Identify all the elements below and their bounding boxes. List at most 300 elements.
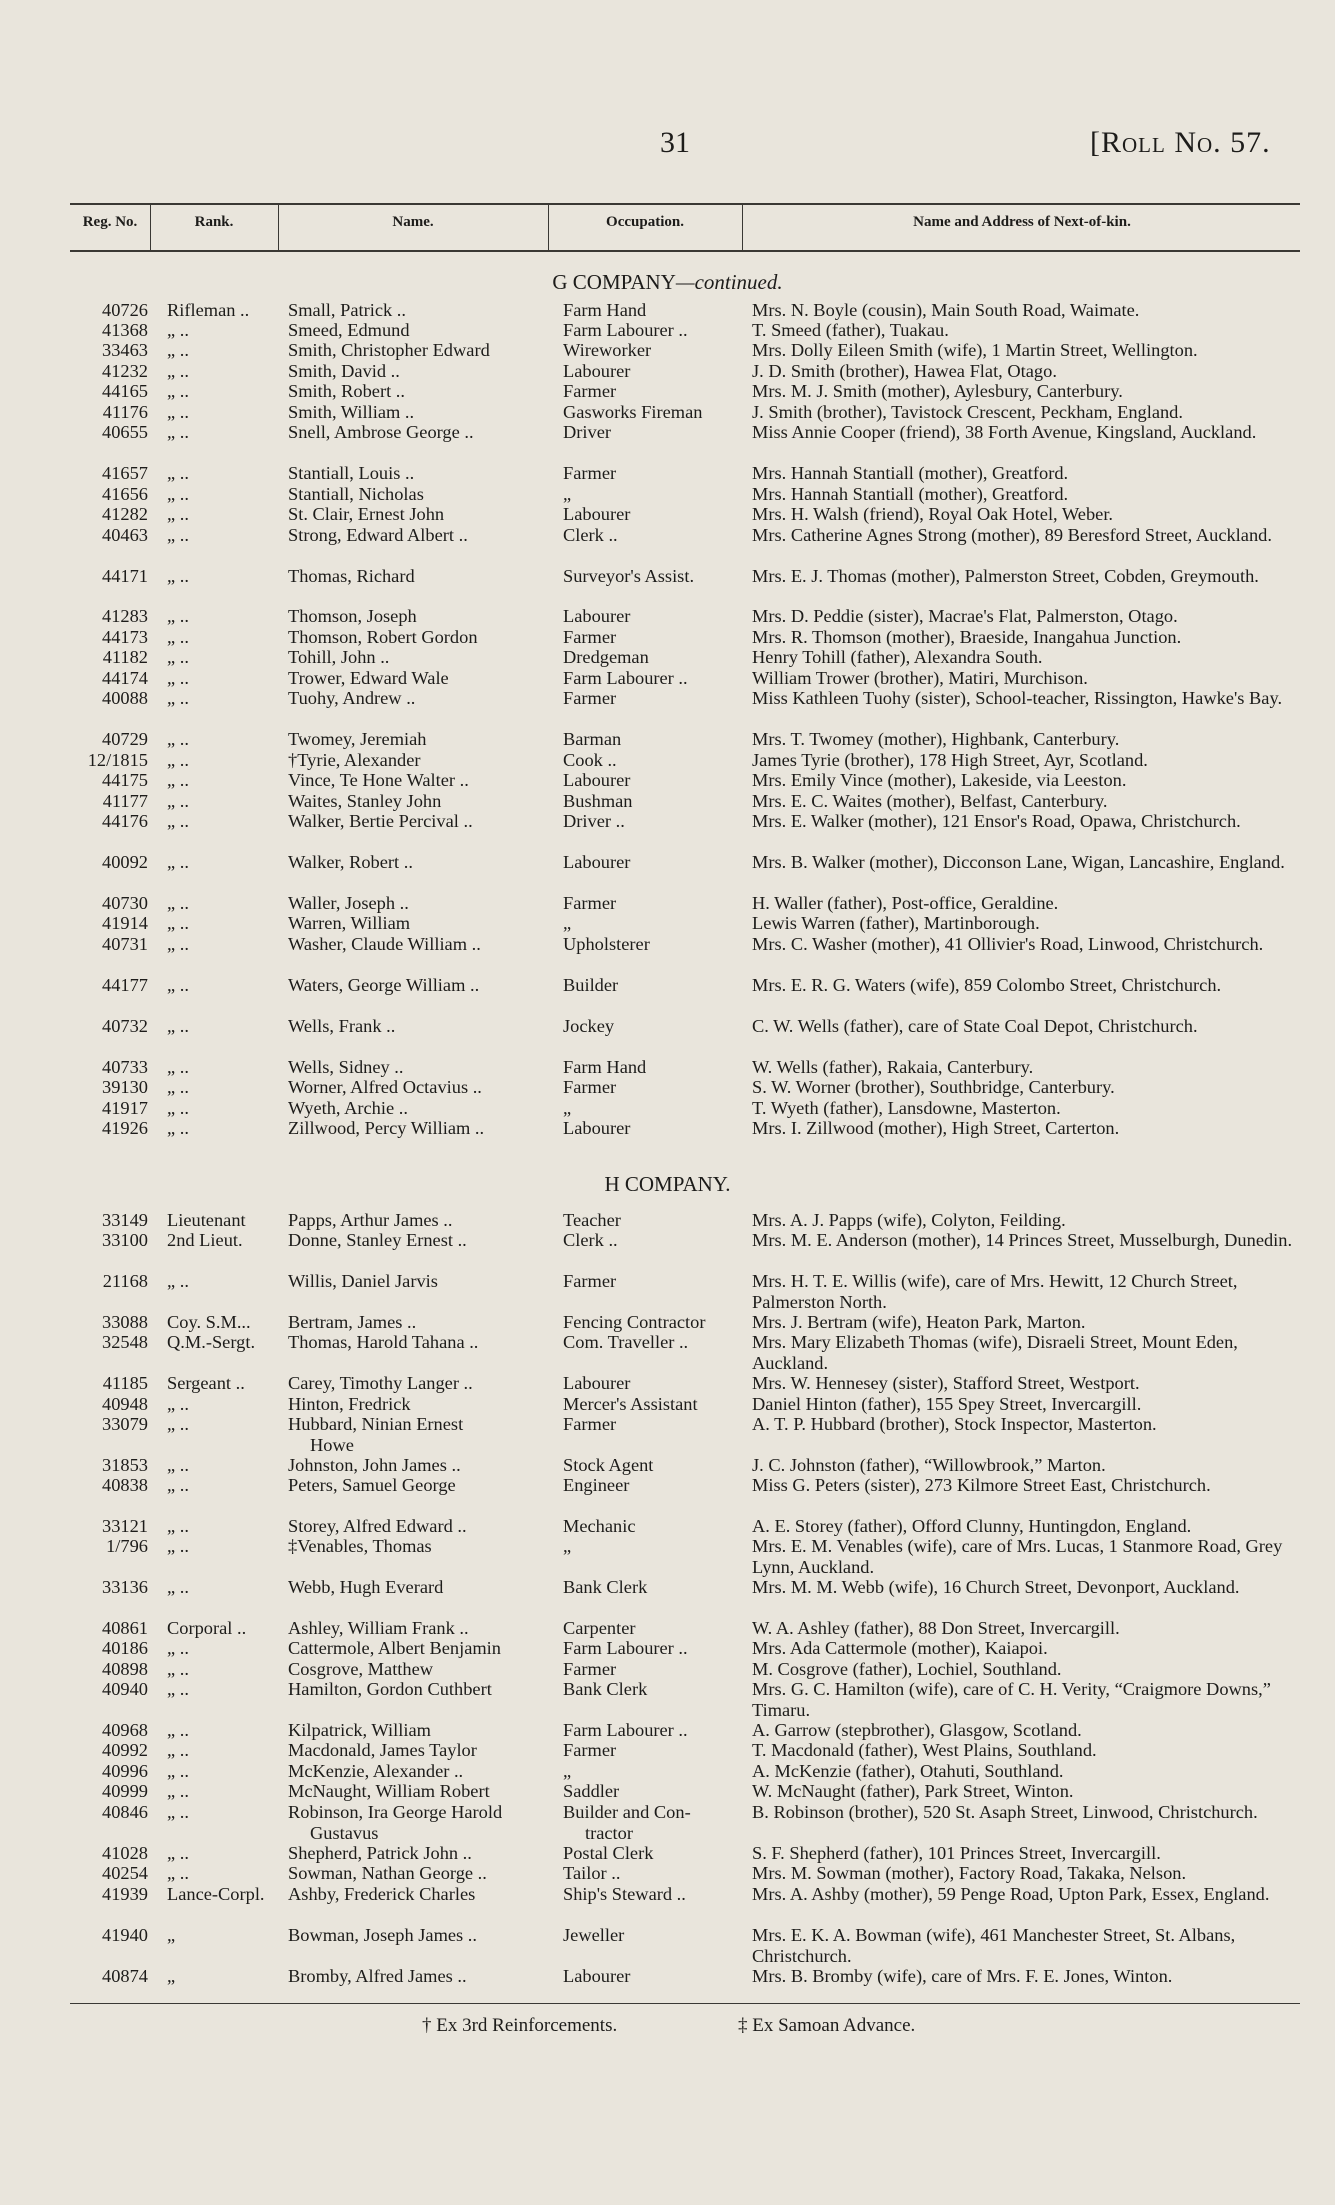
reg-number: 40948 bbox=[102, 1394, 148, 1414]
reg-number: 41028 bbox=[102, 1843, 148, 1863]
reg-number: 41657 bbox=[102, 463, 148, 483]
soldier-name: Smith, David .. bbox=[288, 361, 400, 381]
soldier-name: Stantiall, Nicholas bbox=[288, 484, 424, 504]
occupation: Labourer bbox=[563, 504, 631, 524]
next-of-kin: Mrs. E. Walker (mother), 121 Ensor's Road, Opawa, Christchurch. bbox=[752, 811, 1241, 831]
soldier-name: Webb, Hugh Everard bbox=[288, 1577, 444, 1597]
soldier-name: †Tyrie, Alexander bbox=[288, 750, 421, 770]
next-of-kin: Mrs. Hannah Stantiall (mother), Greatford. bbox=[752, 484, 1069, 504]
rank: „ .. bbox=[167, 484, 189, 504]
next-of-kin: Mrs. A. Ashby (mother), 59 Penge Road, Upton Park, Essex, England. bbox=[752, 1884, 1270, 1904]
rank: „ .. bbox=[167, 422, 189, 442]
roll-number: [Roll No. 57. bbox=[1090, 126, 1271, 159]
occupation: Farmer bbox=[563, 1414, 617, 1434]
reg-number: 40730 bbox=[102, 893, 148, 913]
next-of-kin: James Tyrie (brother), 178 High Street, Ayr, Scotland. bbox=[752, 750, 1148, 770]
occupation: Barman bbox=[563, 729, 622, 749]
reg-number: 40731 bbox=[102, 934, 148, 954]
rank: „ .. bbox=[167, 791, 189, 811]
occupation: „ bbox=[563, 484, 572, 504]
soldier-name: Sowman, Nathan George .. bbox=[288, 1863, 487, 1883]
reg-number: 40186 bbox=[102, 1638, 148, 1658]
rank: „ .. bbox=[167, 1516, 189, 1536]
rank: „ .. bbox=[167, 1016, 189, 1036]
occupation: Farm Labourer .. bbox=[563, 320, 688, 340]
reg-number: 41177 bbox=[102, 791, 148, 811]
rule-top bbox=[70, 203, 1300, 205]
reg-number: 41185 bbox=[102, 1373, 148, 1393]
next-of-kin: Miss Annie Cooper (friend), 38 Forth Avenue, Kingsland, Auckland. bbox=[752, 422, 1257, 442]
occupation: Farmer bbox=[563, 463, 617, 483]
reg-number: 41283 bbox=[102, 606, 148, 626]
soldier-name: Smeed, Edmund bbox=[288, 320, 410, 340]
rank: Corporal .. bbox=[167, 1618, 247, 1638]
next-of-kin: W. Wells (father), Rakaia, Canterbury. bbox=[752, 1057, 1034, 1077]
next-of-kin: Miss Kathleen Tuohy (sister), School-teacher, Rissington, Hawke's Bay. bbox=[752, 688, 1283, 708]
reg-number: 12/1815 bbox=[87, 750, 148, 770]
reg-number: 41940 bbox=[102, 1925, 148, 1945]
next-of-kin: C. W. Wells (father), care of State Coal Depot, Christchurch. bbox=[752, 1016, 1198, 1036]
soldier-name: Willis, Daniel Jarvis bbox=[288, 1271, 438, 1291]
next-of-kin: Mrs. T. Twomey (mother), Highbank, Canterbury. bbox=[752, 729, 1120, 749]
reg-number: 39130 bbox=[102, 1077, 148, 1097]
occupation: Labourer bbox=[563, 1966, 631, 1986]
soldier-name: Macdonald, James Taylor bbox=[288, 1740, 477, 1760]
next-of-kin: J. D. Smith (brother), Hawea Flat, Otago. bbox=[752, 361, 1057, 381]
reg-number: 40898 bbox=[102, 1659, 148, 1679]
next-of-kin: A. T. P. Hubbard (brother), Stock Inspector, Masterton. bbox=[752, 1414, 1157, 1434]
soldier-name: Hamilton, Gordon Cuthbert bbox=[288, 1679, 492, 1699]
soldier-name: Ashley, William Frank .. bbox=[288, 1618, 469, 1638]
occupation: Farmer bbox=[563, 1077, 617, 1097]
soldier-name: Trower, Edward Wale bbox=[288, 668, 449, 688]
reg-number: 44175 bbox=[102, 770, 148, 790]
next-of-kin: William Trower (brother), Matiri, Murchison. bbox=[752, 668, 1088, 688]
soldier-name: Thomas, Richard bbox=[288, 566, 415, 586]
next-of-kin: W. A. Ashley (father), 88 Don Street, Invercargill. bbox=[752, 1618, 1120, 1638]
reg-number: 41939 bbox=[102, 1884, 148, 1904]
reg-number: 41368 bbox=[102, 320, 148, 340]
reg-number: 40861 bbox=[102, 1618, 148, 1638]
soldier-name: Walker, Robert .. bbox=[288, 852, 413, 872]
soldier-name: Bertram, James .. bbox=[288, 1312, 417, 1332]
rank: „ .. bbox=[167, 1679, 189, 1699]
soldier-name: Storey, Alfred Edward .. bbox=[288, 1516, 467, 1536]
reg-number: 40733 bbox=[102, 1057, 148, 1077]
reg-number: 41926 bbox=[102, 1118, 148, 1138]
rank: „ .. bbox=[167, 668, 189, 688]
soldier-name: Worner, Alfred Octavius .. bbox=[288, 1077, 482, 1097]
next-of-kin: Mrs. J. Bertram (wife), Heaton Park, Marton. bbox=[752, 1312, 1086, 1332]
occupation: Driver .. bbox=[563, 811, 625, 831]
reg-number: 33136 bbox=[102, 1577, 148, 1597]
reg-number: 40732 bbox=[102, 1016, 148, 1036]
next-of-kin: Mrs. E. J. Thomas (mother), Palmerston Street, Cobden, Greymouth. bbox=[752, 566, 1259, 586]
soldier-name: Twomey, Jeremiah bbox=[288, 729, 427, 749]
occupation: Driver bbox=[563, 422, 611, 442]
next-of-kin: Mrs. B. Bromby (wife), care of Mrs. F. E. Jones, Winton. bbox=[752, 1966, 1173, 1986]
occupation: Bushman bbox=[563, 791, 633, 811]
rank: „ .. bbox=[167, 606, 189, 626]
soldier-name: Strong, Edward Albert .. bbox=[288, 525, 468, 545]
reg-number: 31853 bbox=[102, 1455, 148, 1475]
rank: „ .. bbox=[167, 913, 189, 933]
next-of-kin: T. Wyeth (father), Lansdowne, Masterton. bbox=[752, 1098, 1061, 1118]
header-name: Name. bbox=[392, 214, 434, 230]
rank: „ .. bbox=[167, 852, 189, 872]
occupation: Clerk .. bbox=[563, 1230, 618, 1250]
rank: „ .. bbox=[167, 647, 189, 667]
soldier-name: Smith, William .. bbox=[288, 402, 415, 422]
soldier-name-continued: Howe bbox=[310, 1434, 354, 1455]
rank: Q.M.-Sergt. bbox=[167, 1332, 256, 1352]
occupation: Farmer bbox=[563, 381, 617, 401]
occupation: Labourer bbox=[563, 1373, 631, 1393]
next-of-kin: Mrs. Mary Elizabeth Thomas (wife), Disraeli Street, Mount Eden, Auckland. bbox=[752, 1332, 1238, 1373]
reg-number: 41182 bbox=[102, 647, 148, 667]
reg-number: 40874 bbox=[102, 1966, 148, 1986]
next-of-kin: Mrs. M. Sowman (mother), Factory Road, Takaka, Nelson. bbox=[752, 1863, 1187, 1883]
rank: „ .. bbox=[167, 1536, 189, 1556]
rank: „ .. bbox=[167, 566, 189, 586]
occupation: Farm Labourer .. bbox=[563, 668, 688, 688]
rank: „ .. bbox=[167, 463, 189, 483]
soldier-name: Johnston, John James .. bbox=[288, 1455, 461, 1475]
footnote-dagger: † Ex 3rd Reinforcements. bbox=[422, 2015, 618, 2036]
occupation: Mercer's Assistant bbox=[563, 1394, 698, 1414]
next-of-kin: Mrs. M. M. Webb (wife), 16 Church Street, Devonport, Auckland. bbox=[752, 1577, 1240, 1597]
soldier-name: McKenzie, Alexander .. bbox=[288, 1761, 464, 1781]
rank: „ .. bbox=[167, 1761, 189, 1781]
rank: „ .. bbox=[167, 381, 189, 401]
reg-number: 41282 bbox=[102, 504, 148, 524]
next-of-kin: Mrs. Emily Vince (mother), Lakeside, via Leeston. bbox=[752, 770, 1127, 790]
next-of-kin: A. E. Storey (father), Offord Clunny, Huntingdon, England. bbox=[752, 1516, 1192, 1536]
next-of-kin: Henry Tohill (father), Alexandra South. bbox=[752, 647, 1043, 667]
occupation: Labourer bbox=[563, 606, 631, 626]
occupation: „ bbox=[563, 913, 572, 933]
reg-number: 40996 bbox=[102, 1761, 148, 1781]
occupation: Fencing Contractor bbox=[563, 1312, 706, 1332]
occupation: Farmer bbox=[563, 688, 617, 708]
reg-number: 33149 bbox=[102, 1210, 148, 1230]
reg-number: 44174 bbox=[102, 668, 148, 688]
company-name: G COMPANY bbox=[552, 270, 676, 294]
reg-number: 41176 bbox=[102, 402, 148, 422]
soldier-name: Small, Patrick .. bbox=[288, 300, 406, 320]
occupation: Com. Traveller .. bbox=[563, 1332, 689, 1352]
reg-number: 40968 bbox=[102, 1720, 148, 1740]
reg-number: 44165 bbox=[102, 381, 148, 401]
rank: Lance-Corpl. bbox=[167, 1884, 265, 1904]
header-reg: Reg. No. bbox=[82, 214, 138, 230]
next-of-kin: Mrs. Catherine Agnes Strong (mother), 89 Beresford Street, Auckland. bbox=[752, 525, 1272, 545]
soldier-name: Washer, Claude William .. bbox=[288, 934, 481, 954]
next-of-kin: Mrs. E. C. Waites (mother), Belfast, Canterbury. bbox=[752, 791, 1108, 811]
soldier-name: ‡Venables, Thomas bbox=[288, 1536, 432, 1556]
occupation: Engineer bbox=[563, 1475, 630, 1495]
soldier-name: St. Clair, Ernest John bbox=[288, 504, 445, 524]
soldier-name: Bowman, Joseph James .. bbox=[288, 1925, 477, 1945]
rule-bottom bbox=[70, 2003, 1300, 2004]
soldier-name: Tohill, John .. bbox=[288, 647, 390, 667]
rank: „ .. bbox=[167, 1740, 189, 1760]
next-of-kin: A. Garrow (stepbrother), Glasgow, Scotland. bbox=[752, 1720, 1082, 1740]
reg-number: 41232 bbox=[102, 361, 148, 381]
occupation-continued: tractor bbox=[585, 1822, 633, 1843]
occupation: Cook .. bbox=[563, 750, 617, 770]
rank: „ .. bbox=[167, 1863, 189, 1883]
next-of-kin: Mrs. Dolly Eileen Smith (wife), 1 Martin Street, Wellington. bbox=[752, 340, 1198, 360]
occupation: Jockey bbox=[563, 1016, 615, 1036]
soldier-name: Carey, Timothy Langer .. bbox=[288, 1373, 473, 1393]
occupation: Farmer bbox=[563, 1659, 617, 1679]
reg-number: 40726 bbox=[102, 300, 148, 320]
rank: Sergeant .. bbox=[167, 1373, 245, 1393]
next-of-kin: S. W. Worner (brother), Southbridge, Canterbury. bbox=[752, 1077, 1115, 1097]
occupation: Labourer bbox=[563, 361, 631, 381]
occupation: Builder bbox=[563, 975, 619, 995]
soldier-name: Ashby, Frederick Charles bbox=[288, 1884, 476, 1904]
occupation: Ship's Steward .. bbox=[563, 1884, 686, 1904]
soldier-name: Hubbard, Ninian Ernest bbox=[288, 1414, 464, 1434]
soldier-name: Waller, Joseph .. bbox=[288, 893, 409, 913]
occupation: Farm Labourer .. bbox=[563, 1638, 688, 1658]
rank: „ .. bbox=[167, 688, 189, 708]
soldier-name: Stantiall, Louis .. bbox=[288, 463, 415, 483]
next-of-kin: Mrs. G. C. Hamilton (wife), care of C. H. Verity, “Craigmore Downs,” Timaru. bbox=[752, 1679, 1271, 1720]
rank: „ .. bbox=[167, 525, 189, 545]
reg-number: 1/796 bbox=[106, 1536, 148, 1556]
rank: „ .. bbox=[167, 811, 189, 831]
next-of-kin: Mrs. Ada Cattermole (mother), Kaiapoi. bbox=[752, 1638, 1048, 1658]
soldier-name: Waters, George William .. bbox=[288, 975, 480, 995]
rank: 2nd Lieut. bbox=[167, 1230, 243, 1250]
soldier-name: Waites, Stanley John bbox=[288, 791, 442, 811]
next-of-kin: Mrs. Hannah Stantiall (mother), Greatford. bbox=[752, 463, 1069, 483]
next-of-kin: Mrs. I. Zillwood (mother), High Street, Carterton. bbox=[752, 1118, 1120, 1138]
reg-number: 44171 bbox=[102, 566, 148, 586]
occupation: Farm Hand bbox=[563, 300, 647, 320]
rank: Rifleman .. bbox=[167, 300, 250, 320]
occupation: „ bbox=[563, 1098, 572, 1118]
occupation: Jeweller bbox=[563, 1925, 625, 1945]
next-of-kin: Mrs. M. J. Smith (mother), Aylesbury, Canterbury. bbox=[752, 381, 1123, 401]
rank: „ .. bbox=[167, 1843, 189, 1863]
reg-number: 21168 bbox=[102, 1271, 148, 1291]
rank: „ .. bbox=[167, 1414, 189, 1434]
next-of-kin: Miss G. Peters (sister), 273 Kilmore Street East, Christchurch. bbox=[752, 1475, 1211, 1495]
rank: „ .. bbox=[167, 750, 189, 770]
next-of-kin: T. Smeed (father), Tuakau. bbox=[752, 320, 949, 340]
soldier-name: McNaught, William Robert bbox=[288, 1781, 490, 1801]
soldier-name: Thomson, Joseph bbox=[288, 606, 417, 626]
soldier-name: Shepherd, Patrick John .. bbox=[288, 1843, 472, 1863]
soldier-name: Papps, Arthur James .. bbox=[288, 1210, 453, 1230]
rank: „ .. bbox=[167, 1098, 189, 1118]
next-of-kin: B. Robinson (brother), 520 St. Asaph Street, Linwood, Christchurch. bbox=[752, 1802, 1258, 1822]
reg-number: 40254 bbox=[102, 1863, 148, 1883]
soldier-name: Wells, Frank .. bbox=[288, 1016, 396, 1036]
next-of-kin: Mrs. W. Hennesey (sister), Stafford Street, Westport. bbox=[752, 1373, 1140, 1393]
reg-number: 40092 bbox=[102, 852, 148, 872]
soldier-name: Thomas, Harold Tahana .. bbox=[288, 1332, 479, 1352]
reg-number: 40940 bbox=[102, 1679, 148, 1699]
occupation: „ bbox=[563, 1536, 572, 1556]
rank: „ .. bbox=[167, 627, 189, 647]
rank: „ .. bbox=[167, 361, 189, 381]
header-next-of-kin: Name and Address of Next-of-kin. bbox=[913, 214, 1131, 230]
reg-number: 40992 bbox=[102, 1740, 148, 1760]
page-number: 31 bbox=[660, 126, 690, 159]
reg-number: 44173 bbox=[102, 627, 148, 647]
rank: „ .. bbox=[167, 1802, 189, 1822]
reg-number: 40729 bbox=[102, 729, 148, 749]
soldier-name: Bromby, Alfred James .. bbox=[288, 1966, 467, 1986]
next-of-kin: Mrs. H. Walsh (friend), Royal Oak Hotel, Weber. bbox=[752, 504, 1114, 524]
occupation: Gasworks Fireman bbox=[563, 402, 703, 422]
occupation: Wireworker bbox=[563, 340, 652, 360]
reg-number: 41656 bbox=[102, 484, 148, 504]
occupation: Dredgeman bbox=[563, 647, 649, 667]
reg-number: 41914 bbox=[102, 913, 148, 933]
reg-number: 41917 bbox=[102, 1098, 148, 1118]
reg-number: 33079 bbox=[102, 1414, 148, 1434]
next-of-kin: Lewis Warren (father), Martinborough. bbox=[752, 913, 1040, 933]
next-of-kin: Mrs. E. M. Venables (wife), care of Mrs. Lucas, 1 Stanmore Road, Grey Lynn, Auckland. bbox=[752, 1536, 1283, 1577]
occupation: Carpenter bbox=[563, 1618, 636, 1638]
next-of-kin: J. C. Johnston (father), “Willowbrook,” Marton. bbox=[752, 1455, 1106, 1475]
soldier-name: Warren, William bbox=[288, 913, 411, 933]
rank: „ .. bbox=[167, 1118, 189, 1138]
section-title-h: H COMPANY. bbox=[604, 1172, 731, 1196]
rank: „ .. bbox=[167, 1394, 189, 1414]
rank: „ bbox=[167, 1966, 176, 1986]
reg-number: 40655 bbox=[102, 422, 148, 442]
rank: „ .. bbox=[167, 1271, 189, 1291]
occupation: Farmer bbox=[563, 627, 617, 647]
next-of-kin: H. Waller (father), Post-office, Geraldine. bbox=[752, 893, 1059, 913]
reg-number: 40838 bbox=[102, 1475, 148, 1495]
rank: „ .. bbox=[167, 1781, 189, 1801]
soldier-name: Smith, Robert .. bbox=[288, 381, 405, 401]
soldier-name: Vince, Te Hone Walter .. bbox=[288, 770, 469, 790]
occupation: Mechanic bbox=[563, 1516, 636, 1536]
rank: „ bbox=[167, 1925, 176, 1945]
next-of-kin: W. McNaught (father), Park Street, Winton. bbox=[752, 1781, 1074, 1801]
rank: „ .. bbox=[167, 1577, 189, 1597]
soldier-name: Donne, Stanley Ernest .. bbox=[288, 1230, 467, 1250]
next-of-kin: Mrs. E. R. G. Waters (wife), 859 Colombo Street, Christchurch. bbox=[752, 975, 1222, 995]
rank: „ .. bbox=[167, 934, 189, 954]
soldier-name-continued: Gustavus bbox=[310, 1822, 379, 1843]
rank: „ .. bbox=[167, 975, 189, 995]
rank: Lieutenant bbox=[167, 1210, 246, 1230]
rank: „ .. bbox=[167, 1475, 189, 1495]
soldier-name: Kilpatrick, William bbox=[288, 1720, 431, 1740]
reg-number: 40463 bbox=[102, 525, 148, 545]
next-of-kin: Mrs. D. Peddie (sister), Macrae's Flat, Palmerston, Otago. bbox=[752, 606, 1178, 626]
soldier-name: Smith, Christopher Edward bbox=[288, 340, 490, 360]
next-of-kin: Mrs. N. Boyle (cousin), Main South Road, Waimate. bbox=[752, 300, 1140, 320]
occupation: Teacher bbox=[563, 1210, 621, 1230]
soldier-name: Cattermole, Albert Benjamin bbox=[288, 1638, 501, 1658]
reg-number: 44177 bbox=[102, 975, 148, 995]
occupation: Upholsterer bbox=[563, 934, 650, 954]
next-of-kin: Mrs. E. K. A. Bowman (wife), 461 Manchester Street, St. Albans, Christchurch. bbox=[752, 1925, 1236, 1966]
next-of-kin: Daniel Hinton (father), 155 Spey Street, Invercargill. bbox=[752, 1394, 1142, 1414]
occupation: Labourer bbox=[563, 770, 631, 790]
occupation: Saddler bbox=[563, 1781, 620, 1801]
occupation: Postal Clerk bbox=[563, 1843, 654, 1863]
rank: „ .. bbox=[167, 1659, 189, 1679]
header-occupation: Occupation. bbox=[606, 214, 684, 230]
occupation: Surveyor's Assist. bbox=[563, 566, 695, 586]
reg-number: 40999 bbox=[102, 1781, 148, 1801]
reg-number: 33100 bbox=[102, 1230, 148, 1250]
occupation: Labourer bbox=[563, 1118, 631, 1138]
reg-number: 33088 bbox=[102, 1312, 148, 1332]
soldier-name: Robinson, Ira George Harold bbox=[288, 1802, 503, 1822]
next-of-kin: Mrs. B. Walker (mother), Dicconson Lane, Wigan, Lancashire, England. bbox=[752, 852, 1285, 872]
occupation: Labourer bbox=[563, 852, 631, 872]
rank: „ .. bbox=[167, 1077, 189, 1097]
next-of-kin: Mrs. C. Washer (mother), 41 Ollivier's Road, Linwood, Christchurch. bbox=[752, 934, 1264, 954]
rank: „ .. bbox=[167, 1455, 189, 1475]
rank: „ .. bbox=[167, 1720, 189, 1740]
rank: „ .. bbox=[167, 1638, 189, 1658]
soldier-name: Wyeth, Archie .. bbox=[288, 1098, 408, 1118]
reg-number: 40088 bbox=[102, 688, 148, 708]
rule-header bbox=[70, 250, 1300, 252]
next-of-kin: T. Macdonald (father), West Plains, Southland. bbox=[752, 1740, 1097, 1760]
rank: „ .. bbox=[167, 504, 189, 524]
reg-number: 33463 bbox=[102, 340, 148, 360]
soldier-name: Walker, Bertie Percival .. bbox=[288, 811, 473, 831]
occupation: Stock Agent bbox=[563, 1455, 654, 1475]
soldier-name: Snell, Ambrose George .. bbox=[288, 422, 474, 442]
occupation: Farmer bbox=[563, 1271, 617, 1291]
rank: „ .. bbox=[167, 893, 189, 913]
soldier-name: Zillwood, Percy William .. bbox=[288, 1118, 485, 1138]
occupation: Farm Labourer .. bbox=[563, 1720, 688, 1740]
continued-label: —continued. bbox=[675, 270, 783, 294]
rank: „ .. bbox=[167, 402, 189, 422]
occupation: „ bbox=[563, 1761, 572, 1781]
reg-number: 40846 bbox=[102, 1802, 148, 1822]
rank: „ .. bbox=[167, 770, 189, 790]
rank: „ .. bbox=[167, 320, 189, 340]
soldier-name: Thomson, Robert Gordon bbox=[288, 627, 478, 647]
header-rank: Rank. bbox=[194, 214, 234, 230]
next-of-kin: Mrs. R. Thomson (mother), Braeside, Inangahua Junction. bbox=[752, 627, 1182, 647]
reg-number: 33121 bbox=[102, 1516, 148, 1536]
reg-number: 32548 bbox=[102, 1332, 148, 1352]
occupation: Bank Clerk bbox=[563, 1577, 648, 1597]
section-title-g bbox=[0, 270, 1335, 295]
next-of-kin: Mrs. M. E. Anderson (mother), 14 Princes Street, Musselburgh, Dunedin. bbox=[752, 1230, 1293, 1250]
soldier-name: Cosgrove, Matthew bbox=[288, 1659, 434, 1679]
next-of-kin: J. Smith (brother), Tavistock Crescent, Peckham, England. bbox=[752, 402, 1183, 422]
next-of-kin: M. Cosgrove (father), Lochiel, Southland. bbox=[752, 1659, 1062, 1679]
rank: „ .. bbox=[167, 340, 189, 360]
soldier-name: Hinton, Fredrick bbox=[288, 1394, 411, 1414]
next-of-kin: Mrs. H. T. E. Willis (wife), care of Mrs. Hewitt, 12 Church Street, Palmerston North. bbox=[752, 1271, 1238, 1312]
occupation: Builder and Con- bbox=[563, 1802, 691, 1822]
soldier-name: Peters, Samuel George bbox=[288, 1475, 456, 1495]
next-of-kin: S. F. Shepherd (father), 101 Princes Street, Invercargill. bbox=[752, 1843, 1161, 1863]
rank: Coy. S.M... bbox=[167, 1312, 251, 1332]
